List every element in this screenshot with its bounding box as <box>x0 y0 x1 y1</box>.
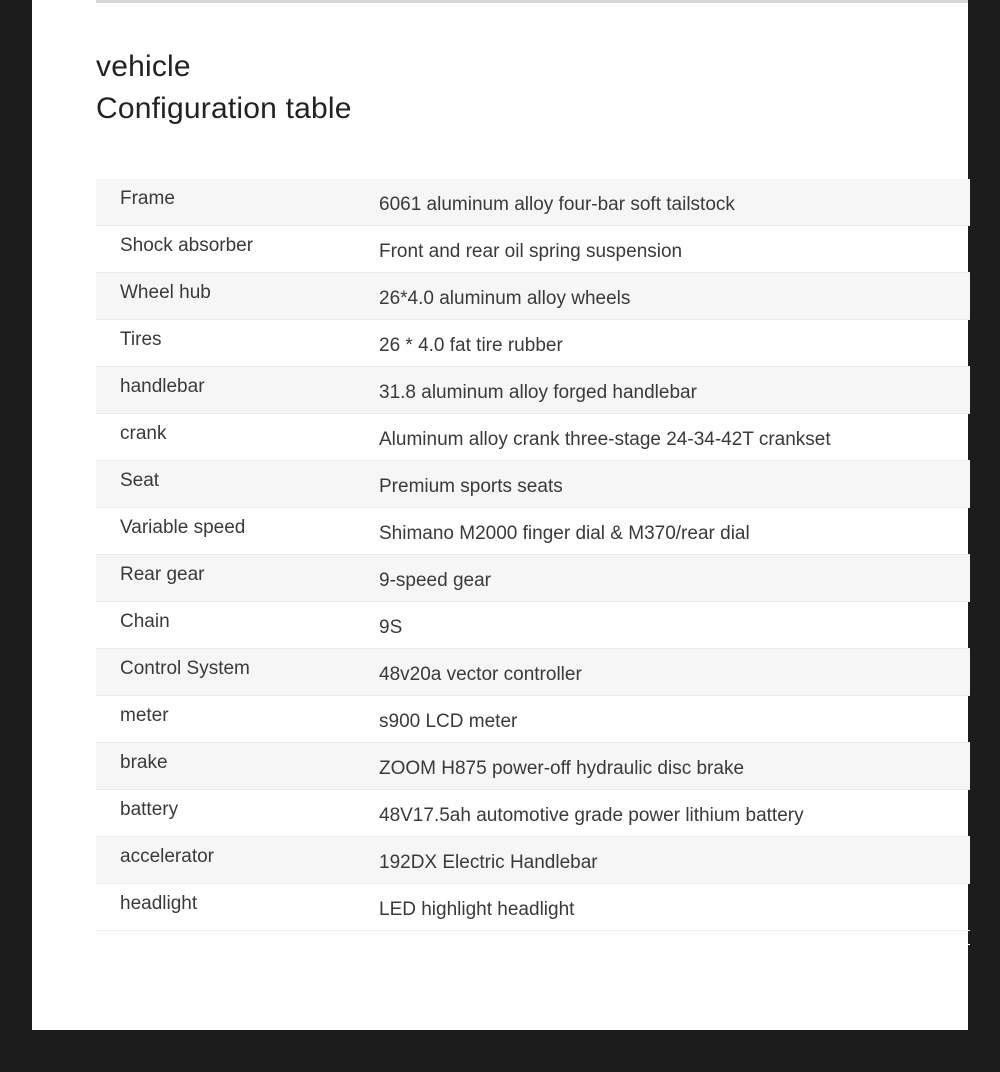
spec-label: Frame <box>120 188 175 209</box>
spec-value: ZOOM H875 power-off hydraulic disc brake <box>379 758 745 779</box>
title-line-1: vehicle <box>96 50 191 83</box>
spec-value: Premium sports seats <box>379 476 563 497</box>
spec-value: 6061 aluminum alloy four-bar soft tailstock <box>379 194 735 215</box>
spec-label: Wheel hub <box>120 282 211 303</box>
table-row <box>96 414 970 461</box>
table-row <box>96 602 970 649</box>
spec-label: Seat <box>120 470 160 491</box>
title-line-2: Configuration table <box>96 92 352 125</box>
spec-value: 48V17.5ah automotive grade power lithium battery <box>379 805 804 826</box>
spec-value: 31.8 aluminum alloy forged handlebar <box>379 382 697 403</box>
spec-label: Rear gear <box>120 564 205 585</box>
spec-label: accelerator <box>120 846 214 867</box>
table-row <box>96 461 970 508</box>
table-row <box>96 837 970 884</box>
table-row <box>96 743 970 790</box>
spec-label: handlebar <box>120 376 205 397</box>
spec-value: Front and rear oil spring suspension <box>379 241 683 262</box>
spec-value: 9S <box>379 617 403 638</box>
spec-label: meter <box>120 705 169 726</box>
spec-value: LED highlight headlight <box>379 899 575 920</box>
spec-label: Shock absorber <box>120 235 254 256</box>
table-bottom-spacer <box>96 944 970 945</box>
spec-table <box>96 179 970 931</box>
table-row <box>96 790 970 837</box>
table-row <box>96 508 970 555</box>
spec-label: Chain <box>120 611 170 632</box>
spec-value: 192DX Electric Handlebar <box>379 852 598 873</box>
page-title <box>96 46 916 130</box>
table-row <box>96 696 970 743</box>
spec-value: 26 * 4.0 fat tire rubber <box>379 335 563 356</box>
spec-label: battery <box>120 799 179 820</box>
spec-label: Variable speed <box>120 517 246 538</box>
spec-value: s900 LCD meter <box>379 711 518 732</box>
spec-value: 9-speed gear <box>379 570 491 591</box>
table-row <box>96 649 970 696</box>
table-row <box>96 320 970 367</box>
spec-value: Aluminum alloy crank three-stage 24-34-42T crankset <box>379 429 831 450</box>
spec-label: crank <box>120 423 167 444</box>
table-row <box>96 273 970 320</box>
table-row <box>96 367 970 414</box>
top-divider <box>96 0 968 3</box>
table-row <box>96 226 970 273</box>
table-row <box>96 179 970 226</box>
spec-value: Shimano M2000 finger dial & M370/rear dial <box>379 523 750 544</box>
spec-label: brake <box>120 752 168 773</box>
spec-label: Control System <box>120 658 250 679</box>
document-sheet <box>32 0 968 1030</box>
spec-label: headlight <box>120 893 198 914</box>
table-row <box>96 555 970 602</box>
table-row <box>96 884 970 931</box>
spec-label: Tires <box>120 329 162 350</box>
spec-value: 48v20a vector controller <box>379 664 582 685</box>
spec-value: 26*4.0 aluminum alloy wheels <box>379 288 631 309</box>
